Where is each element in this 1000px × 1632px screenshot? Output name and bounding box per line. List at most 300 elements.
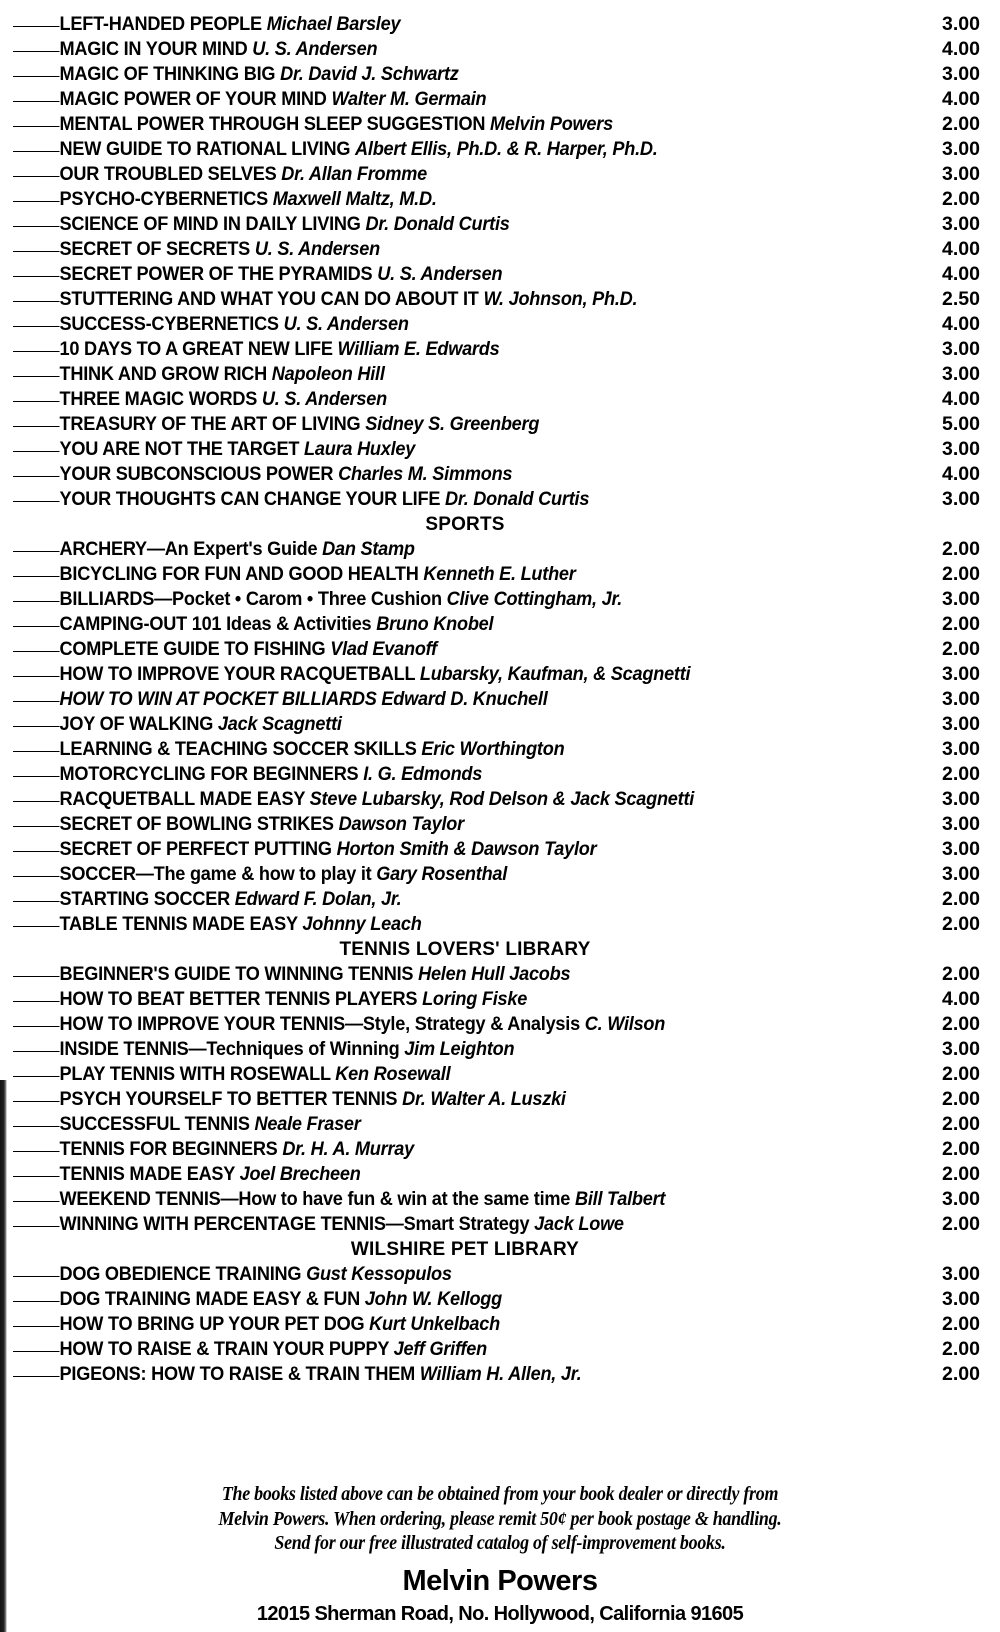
book-price: 3.00	[942, 63, 980, 85]
book-list-item	[0, 1012, 1000, 1037]
book-price: 3.00	[942, 688, 980, 710]
order-checkbox-line[interactable]	[13, 1300, 60, 1302]
book-price: 2.00	[942, 1138, 980, 1160]
book-author: Dr. Allan Fromme	[281, 163, 428, 185]
book-author: Eric Worthington	[421, 738, 565, 760]
order-checkbox-line[interactable]	[13, 1075, 60, 1077]
order-checkbox-line[interactable]	[13, 800, 60, 802]
order-checkbox-line[interactable]	[13, 325, 60, 327]
book-author: Laura Huxley	[304, 438, 416, 460]
book-title: HOW TO BRING UP YOUR PET DOG	[59, 1313, 365, 1335]
book-entry	[0, 562, 930, 587]
book-title: WEEKEND TENNIS—How to have fun & win at the same time	[59, 1188, 571, 1210]
book-entry	[0, 687, 930, 712]
book-price: 3.00	[942, 438, 980, 460]
book-entry	[0, 437, 930, 462]
book-entry	[0, 1012, 930, 1037]
book-author: Dr. H. A. Murray	[282, 1138, 415, 1160]
book-title: DOG TRAINING MADE EASY & FUN	[59, 1288, 360, 1310]
order-checkbox-line[interactable]	[13, 425, 60, 427]
book-title: PSYCHO-CYBERNETICS	[59, 188, 268, 210]
book-entry	[0, 362, 930, 387]
book-title: SUCCESSFUL TENNIS	[59, 1113, 250, 1135]
book-entry	[0, 912, 930, 937]
book-entry	[0, 62, 930, 87]
book-title: JOY OF WALKING	[59, 713, 214, 735]
book-list-item	[0, 912, 1000, 937]
book-author: Horton Smith & Dawson Taylor	[336, 838, 597, 860]
book-title: LEFT-HANDED PEOPLE	[59, 13, 262, 35]
book-entry	[0, 1112, 930, 1137]
book-price: 3.00	[942, 1288, 980, 1310]
publisher-name: Melvin Powers	[402, 1564, 598, 1597]
book-price: 3.00	[942, 1038, 980, 1060]
book-author: U. S. Andersen	[252, 38, 378, 60]
book-entry	[0, 162, 930, 187]
section-heading: WILSHIRE PET LIBRARY	[350, 1239, 580, 1260]
book-list-item	[0, 787, 1000, 812]
order-checkbox-line[interactable]	[13, 1150, 60, 1152]
book-title: HOW TO IMPROVE YOUR RACQUETBALL	[59, 663, 416, 685]
book-title: HOW TO WIN AT POCKET BILLIARDS	[59, 688, 377, 710]
book-title: PSYCH YOURSELF TO BETTER TENNIS	[59, 1088, 398, 1110]
book-entry	[0, 812, 930, 837]
book-entry	[0, 1162, 930, 1187]
book-entry	[0, 612, 930, 637]
order-checkbox-line[interactable]	[13, 975, 60, 977]
book-list-item	[0, 1162, 1000, 1187]
book-entry	[0, 737, 930, 762]
book-title: MAGIC OF THINKING BIG	[59, 63, 276, 85]
book-price: 2.00	[942, 913, 980, 935]
book-title: DOG OBEDIENCE TRAINING	[59, 1263, 302, 1285]
book-price: 5.00	[942, 413, 980, 435]
order-checkbox-line[interactable]	[13, 50, 60, 52]
book-title: STUTTERING AND WHAT YOU CAN DO ABOUT IT	[59, 288, 479, 310]
book-list-item	[0, 1312, 1000, 1337]
book-price: 3.00	[942, 138, 980, 160]
book-entry	[0, 112, 930, 137]
book-list-item	[0, 112, 1000, 137]
book-list-item	[0, 37, 1000, 62]
book-title: SECRET OF PERFECT PUTTING	[59, 838, 332, 860]
book-author: Lubarsky, Kaufman, & Scagnetti	[419, 663, 691, 685]
book-entry	[0, 387, 930, 412]
book-price: 2.00	[942, 1363, 980, 1385]
order-checkbox-line[interactable]	[13, 400, 60, 402]
book-title: STARTING SOCCER	[59, 888, 231, 910]
book-title: TENNIS FOR BEGINNERS	[59, 1138, 278, 1160]
book-title: NEW GUIDE TO RATIONAL LIVING	[59, 138, 351, 160]
book-title: MAGIC IN YOUR MIND	[59, 38, 248, 60]
order-checkbox-line[interactable]	[13, 350, 60, 352]
book-list-item	[0, 587, 1000, 612]
order-checkbox-line[interactable]	[13, 625, 60, 627]
book-entry	[0, 187, 930, 212]
book-entry	[0, 137, 930, 162]
order-checkbox-line[interactable]	[13, 375, 60, 377]
book-price: 3.00	[942, 1188, 980, 1210]
book-entry	[0, 12, 930, 37]
book-author: Kenneth E. Luther	[423, 563, 576, 585]
book-price: 3.00	[942, 838, 980, 860]
book-list-item	[0, 812, 1000, 837]
book-title: TABLE TENNIS MADE EASY	[59, 913, 298, 935]
book-list-item	[0, 562, 1000, 587]
book-price: 2.00	[942, 188, 980, 210]
book-price: 3.00	[942, 813, 980, 835]
book-price: 2.00	[942, 1313, 980, 1335]
book-entry	[0, 337, 930, 362]
book-list-item	[0, 287, 1000, 312]
book-title: SECRET OF SECRETS	[59, 238, 251, 260]
book-author: Dr. David J. Schwartz	[280, 63, 459, 85]
order-checkbox-line[interactable]	[13, 550, 60, 552]
book-price: 3.00	[942, 713, 980, 735]
book-title: MOTORCYCLING FOR BEGINNERS	[59, 763, 359, 785]
book-title: TENNIS MADE EASY	[59, 1163, 235, 1185]
book-title: BILLIARDS—Pocket • Carom • Three Cushion	[59, 588, 442, 610]
book-entry	[0, 537, 930, 562]
order-checkbox-line[interactable]	[13, 850, 60, 852]
section-heading: SPORTS	[425, 514, 505, 535]
book-list-item	[0, 612, 1000, 637]
book-entry	[0, 37, 930, 62]
book-list-item	[0, 1262, 1000, 1287]
book-list-item	[0, 762, 1000, 787]
book-author: U. S. Andersen	[377, 263, 503, 285]
book-author: Sidney S. Greenberg	[365, 413, 540, 435]
order-checkbox-line[interactable]	[13, 75, 60, 77]
book-list-item	[0, 362, 1000, 387]
book-author: Maxwell Maltz, M.D.	[272, 188, 437, 210]
book-title: HOW TO IMPROVE YOUR TENNIS—Style, Strategy & Analysis	[59, 1013, 580, 1035]
book-list-item	[0, 412, 1000, 437]
book-author: Jack Scagnetti	[217, 713, 342, 735]
book-title: INSIDE TENNIS—Techniques of Winning	[59, 1038, 400, 1060]
order-checkbox-line[interactable]	[13, 700, 60, 702]
book-price: 3.00	[942, 788, 980, 810]
order-checkbox-line[interactable]	[13, 1100, 60, 1102]
book-title: MENTAL POWER THROUGH SLEEP SUGGESTION	[59, 113, 486, 135]
book-entry	[0, 1187, 930, 1212]
book-list-item	[0, 1337, 1000, 1362]
book-author: Neale Fraser	[254, 1113, 361, 1135]
book-price: 4.00	[942, 313, 980, 335]
book-author: W. Johnson, Ph.D.	[483, 288, 638, 310]
order-checkbox-line[interactable]	[13, 225, 60, 227]
book-price: 3.00	[942, 663, 980, 685]
book-entry	[0, 1087, 930, 1112]
book-author: Clive Cottingham, Jr.	[446, 588, 623, 610]
book-title: YOUR SUBCONSCIOUS POWER	[59, 463, 334, 485]
book-price: 4.00	[942, 238, 980, 260]
book-price: 4.00	[942, 38, 980, 60]
book-title: SECRET OF BOWLING STRIKES	[59, 813, 334, 835]
order-checkbox-line[interactable]	[13, 275, 60, 277]
order-note-line: Melvin Powers. When ordering, please remit 50¢ per book postage & handling.	[218, 1508, 782, 1530]
book-list-item	[0, 1112, 1000, 1137]
order-checkbox-line[interactable]	[13, 925, 60, 927]
book-author: Michael Barsley	[266, 13, 401, 35]
book-price: 3.00	[942, 13, 980, 35]
book-entry	[0, 762, 930, 787]
order-checkbox-line[interactable]	[13, 825, 60, 827]
book-title: ARCHERY—An Expert's Guide	[59, 538, 318, 560]
book-title: 10 DAYS TO A GREAT NEW LIFE	[59, 338, 333, 360]
book-title: SECRET POWER OF THE PYRAMIDS	[59, 263, 373, 285]
book-price: 2.00	[942, 538, 980, 560]
order-checkbox-line[interactable]	[13, 1275, 60, 1277]
order-checkbox-line[interactable]	[13, 1000, 60, 1002]
book-list-item	[0, 1087, 1000, 1112]
book-title: SOCCER—The game & how to play it	[59, 863, 372, 885]
book-list-item	[0, 637, 1000, 662]
order-checkbox-line[interactable]	[13, 1175, 60, 1177]
book-title: LEARNING & TEACHING SOCCER SKILLS	[59, 738, 417, 760]
book-price: 3.00	[942, 1263, 980, 1285]
book-list-item	[0, 387, 1000, 412]
book-price: 4.00	[942, 463, 980, 485]
book-title: BEGINNER'S GUIDE TO WINNING TENNIS	[59, 963, 414, 985]
book-author: Gary Rosenthal	[376, 863, 508, 885]
book-list-item	[0, 1287, 1000, 1312]
book-list-item	[0, 887, 1000, 912]
book-price: 4.00	[942, 988, 980, 1010]
order-checkbox-line[interactable]	[13, 250, 60, 252]
book-price: 2.50	[942, 288, 980, 310]
book-list-item	[0, 662, 1000, 687]
book-price: 2.00	[942, 563, 980, 585]
book-list-item	[0, 87, 1000, 112]
order-checkbox-line[interactable]	[13, 1050, 60, 1052]
book-entry	[0, 962, 930, 987]
book-entry	[0, 212, 930, 237]
book-price: 3.00	[942, 163, 980, 185]
book-list-item	[0, 737, 1000, 762]
order-checkbox-line[interactable]	[13, 100, 60, 102]
order-checkbox-line[interactable]	[13, 450, 60, 452]
book-entry	[0, 1287, 930, 1312]
book-title: CAMPING-OUT 101 Ideas & Activities	[59, 613, 372, 635]
book-entry	[0, 662, 930, 687]
order-checkbox-line[interactable]	[13, 175, 60, 177]
book-price: 2.00	[942, 963, 980, 985]
book-author: U. S. Andersen	[261, 388, 387, 410]
book-author: Edward F. Dolan, Jr.	[234, 888, 402, 910]
book-price: 4.00	[942, 263, 980, 285]
book-entry	[0, 412, 930, 437]
book-entry	[0, 487, 930, 512]
book-author: Charles M. Simmons	[338, 463, 513, 485]
book-title: WINNING WITH PERCENTAGE TENNIS—Smart Strategy	[59, 1213, 530, 1235]
book-list-item	[0, 237, 1000, 262]
order-checkbox-line[interactable]	[13, 1025, 60, 1027]
book-list-item	[0, 987, 1000, 1012]
book-price: 2.00	[942, 1113, 980, 1135]
book-list-item	[0, 312, 1000, 337]
book-author: Jack Lowe	[534, 1213, 624, 1235]
order-checkbox-line[interactable]	[13, 1125, 60, 1127]
book-author: John W. Kellogg	[364, 1288, 503, 1310]
book-author: U. S. Andersen	[283, 313, 409, 335]
book-entry	[0, 462, 930, 487]
book-list-item	[0, 262, 1000, 287]
book-price: 2.00	[942, 113, 980, 135]
book-author: Dawson Taylor	[338, 813, 464, 835]
book-list-item	[0, 712, 1000, 737]
book-author: Bruno Knobel	[376, 613, 494, 635]
order-checkbox-line[interactable]	[13, 900, 60, 902]
book-list-item	[0, 212, 1000, 237]
order-checkbox-line[interactable]	[13, 650, 60, 652]
order-checkbox-line[interactable]	[13, 750, 60, 752]
book-entry	[0, 1312, 930, 1337]
book-list	[0, 12, 1000, 1387]
book-author: C. Wilson	[584, 1013, 666, 1035]
book-price: 2.00	[942, 638, 980, 660]
book-list-item	[0, 1037, 1000, 1062]
book-author: I. G. Edmonds	[363, 763, 483, 785]
book-entry	[0, 787, 930, 812]
order-checkbox-line[interactable]	[13, 1350, 60, 1352]
book-author: Gust Kessopulos	[306, 1263, 452, 1285]
book-price: 2.00	[942, 1213, 980, 1235]
book-author: Dan Stamp	[322, 538, 415, 560]
book-entry	[0, 1062, 930, 1087]
book-entry	[0, 262, 930, 287]
book-author: Napoleon Hill	[271, 363, 385, 385]
order-checkbox-line[interactable]	[13, 600, 60, 602]
book-title: TREASURY OF THE ART OF LIVING	[59, 413, 361, 435]
book-author: William H. Allen, Jr.	[419, 1363, 582, 1385]
book-list-item	[0, 1137, 1000, 1162]
book-list-item	[0, 137, 1000, 162]
order-note	[40, 1483, 960, 1557]
book-price: 3.00	[942, 363, 980, 385]
book-title: THREE MAGIC WORDS	[59, 388, 258, 410]
book-title: RACQUETBALL MADE EASY	[59, 788, 305, 810]
book-price: 2.00	[942, 888, 980, 910]
book-entry	[0, 287, 930, 312]
order-footer	[0, 1483, 1000, 1629]
book-list-item	[0, 487, 1000, 512]
publisher-address: 12015 Sherman Road, No. Hollywood, California 91605	[256, 1602, 744, 1625]
book-author: U. S. Andersen	[254, 238, 380, 260]
order-checkbox-line[interactable]	[13, 1325, 60, 1327]
book-author: Dr. Donald Curtis	[365, 213, 510, 235]
book-price: 4.00	[942, 88, 980, 110]
book-title: MAGIC POWER OF YOUR MIND	[59, 88, 327, 110]
book-title: HOW TO RAISE & TRAIN YOUR PUPPY	[59, 1338, 389, 1360]
book-list-item	[0, 437, 1000, 462]
book-title: COMPLETE GUIDE TO FISHING	[59, 638, 326, 660]
book-list-item	[0, 1062, 1000, 1087]
order-checkbox-line[interactable]	[13, 25, 60, 27]
book-list-item	[0, 12, 1000, 37]
book-price: 3.00	[942, 338, 980, 360]
book-title: OUR TROUBLED SELVES	[59, 163, 277, 185]
order-checkbox-line[interactable]	[13, 500, 60, 502]
book-entry	[0, 1362, 930, 1387]
order-checkbox-line[interactable]	[13, 775, 60, 777]
book-entry	[0, 312, 930, 337]
book-entry	[0, 987, 930, 1012]
book-price: 3.00	[942, 213, 980, 235]
book-entry	[0, 862, 930, 887]
book-list-item	[0, 687, 1000, 712]
book-entry	[0, 1037, 930, 1062]
book-price: 2.00	[942, 1338, 980, 1360]
order-checkbox-line[interactable]	[13, 150, 60, 152]
book-entry	[0, 1262, 930, 1287]
book-entry	[0, 1212, 930, 1237]
book-entry	[0, 587, 930, 612]
book-price: 3.00	[942, 738, 980, 760]
book-title: HOW TO BEAT BETTER TENNIS PLAYERS	[59, 988, 418, 1010]
book-author: Albert Ellis, Ph.D. & R. Harper, Ph.D.	[355, 138, 658, 160]
book-entry	[0, 1337, 930, 1362]
book-author: Loring Fiske	[422, 988, 528, 1010]
book-price: 2.00	[942, 763, 980, 785]
book-list-item	[0, 1362, 1000, 1387]
order-checkbox-line[interactable]	[13, 1375, 60, 1377]
book-title: YOUR THOUGHTS CAN CHANGE YOUR LIFE	[59, 488, 441, 510]
book-author: Walter M. Germain	[331, 88, 487, 110]
book-author: Bill Talbert	[574, 1188, 666, 1210]
book-author: Kurt Unkelbach	[369, 1313, 500, 1335]
order-checkbox-line[interactable]	[13, 200, 60, 202]
book-price: 2.00	[942, 1013, 980, 1035]
book-author: Edward D. Knuchell	[381, 688, 548, 710]
book-entry	[0, 712, 930, 737]
order-checkbox-line[interactable]	[13, 1200, 60, 1202]
book-title: SCIENCE OF MIND IN DAILY LIVING	[59, 213, 361, 235]
order-checkbox-line[interactable]	[13, 300, 60, 302]
book-author: Dr. Walter A. Luszki	[402, 1088, 566, 1110]
book-author: Helen Hull Jacobs	[418, 963, 571, 985]
book-entry	[0, 237, 930, 262]
book-author: Jeff Griffen	[393, 1338, 487, 1360]
book-list-item	[0, 537, 1000, 562]
book-author: Joel Brecheen	[239, 1163, 361, 1185]
order-checkbox-line[interactable]	[13, 575, 60, 577]
book-author: Jim Leighton	[404, 1038, 515, 1060]
book-entry	[0, 637, 930, 662]
book-price: 3.00	[942, 588, 980, 610]
book-price: 2.00	[942, 613, 980, 635]
order-checkbox-line[interactable]	[13, 475, 60, 477]
book-entry	[0, 87, 930, 112]
order-checkbox-line[interactable]	[13, 875, 60, 877]
book-list-item	[0, 337, 1000, 362]
book-title: PIGEONS: HOW TO RAISE & TRAIN THEM	[59, 1363, 415, 1385]
book-price: 4.00	[942, 388, 980, 410]
book-list-item	[0, 187, 1000, 212]
book-list-item	[0, 1212, 1000, 1237]
book-author: Dr. Donald Curtis	[445, 488, 590, 510]
book-author: William E. Edwards	[337, 338, 500, 360]
book-author: Melvin Powers	[489, 113, 613, 135]
book-list-item	[0, 1187, 1000, 1212]
book-author: Johnny Leach	[302, 913, 422, 935]
order-checkbox-line[interactable]	[13, 1225, 60, 1227]
order-checkbox-line[interactable]	[13, 125, 60, 127]
order-checkbox-line[interactable]	[13, 725, 60, 727]
order-checkbox-line[interactable]	[13, 675, 60, 677]
book-title: BICYCLING FOR FUN AND GOOD HEALTH	[59, 563, 419, 585]
book-author: Steve Lubarsky, Rod Delson & Jack Scagnetti	[309, 788, 695, 810]
